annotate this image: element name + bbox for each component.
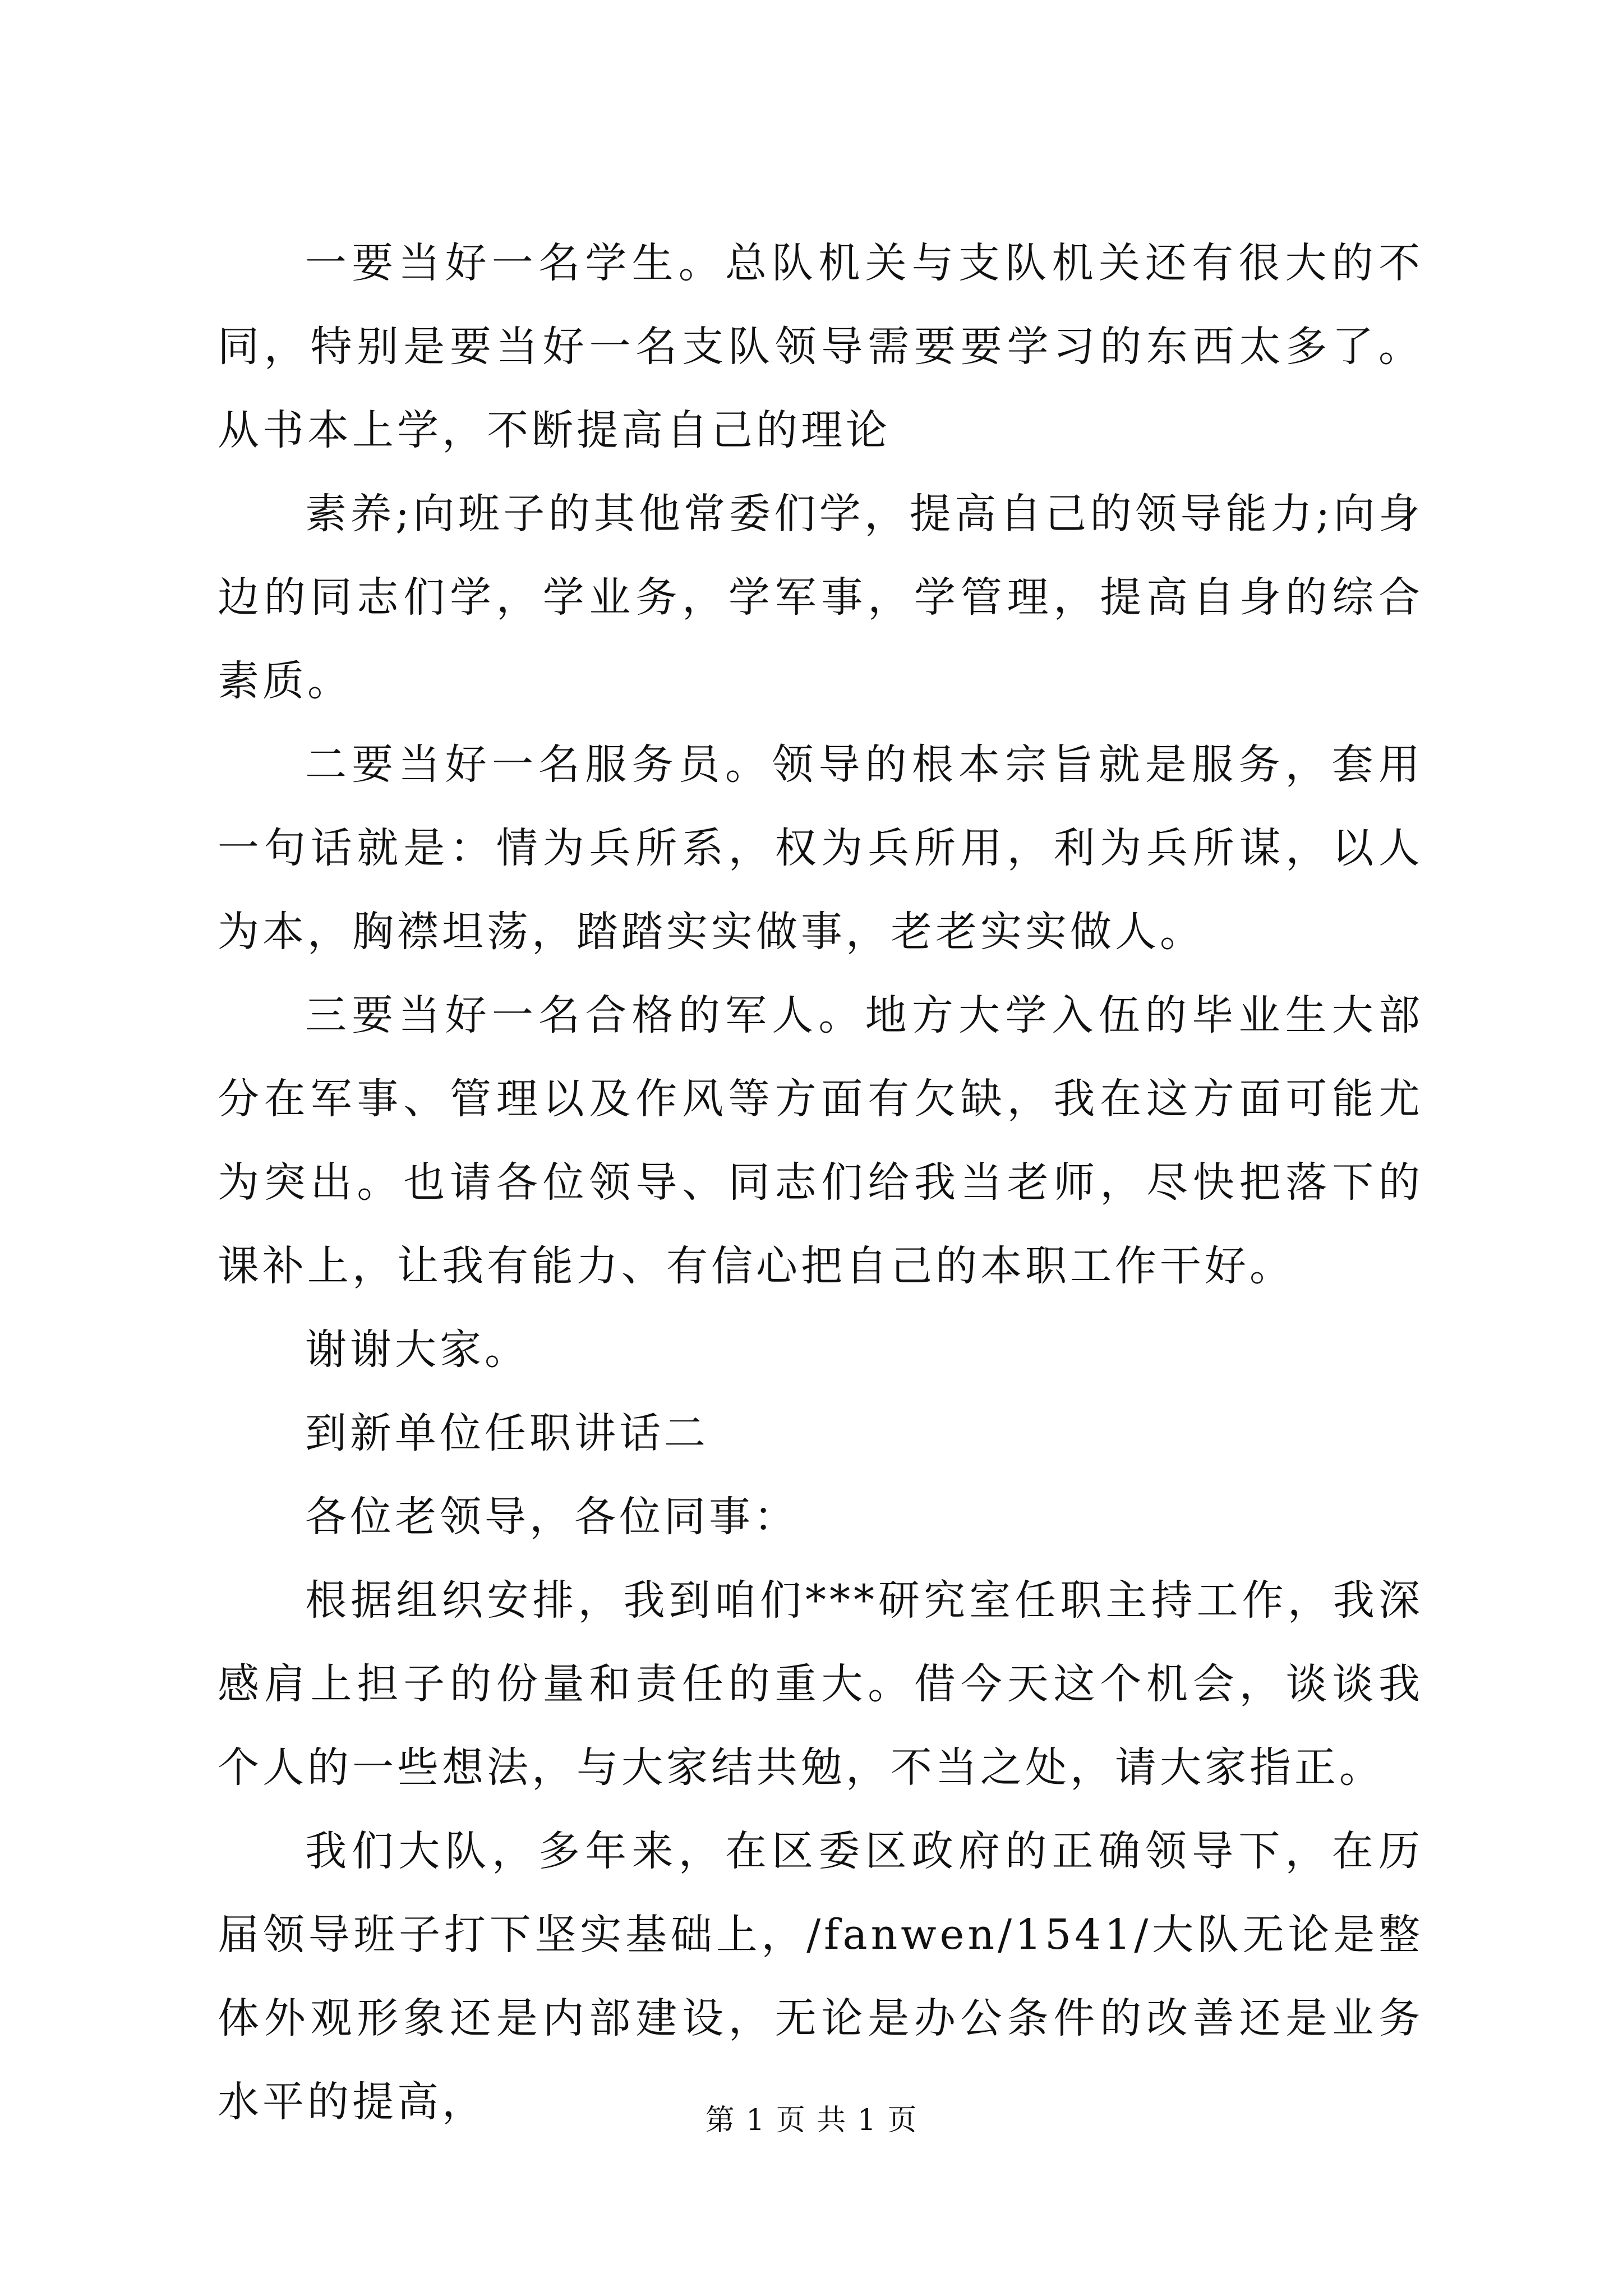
page-number-label: 第 1 页 共 1 页 <box>705 2104 918 2137</box>
paragraph-5: 谢谢大家。 <box>305 1326 529 1374</box>
paragraph-8: 根据组织安排，我到咱们***研究室任职主持工作，我深感肩上担子的份量和责任的重大。借今天这个机会，谈谈我个人的一些想法，与大家结共勉，不当之处，请大家指正。 <box>218 1576 1423 1792</box>
paragraph-3: 二要当好一名服务员。领导的根本宗旨就是服务，套用一句话就是：情为兵所系，权为兵所用，利为兵所谋，以人为本，胸襟坦荡，踏踏实实做事，老老实实做人。 <box>218 740 1423 956</box>
paragraph-2: 素养;向班子的其他常委们学，提高自己的领导能力;向身边的同志们学，学业务，学军事，学管理，提高自身的综合素质。 <box>218 490 1423 705</box>
salutation: 各位老领导，各位同事： <box>305 1493 799 1541</box>
paragraph-4: 三要当好一名合格的军人。地方大学入伍的毕业生大部分在军事、管理以及作风等方面有欠缺，我在这方面可能尤为突出。也请各位领导、同志们给我当老师，尽快把落下的课补上，让我有能力、有信心把自己的本职工作干好。 <box>218 991 1423 1290</box>
document-body <box>218 222 1423 2144</box>
paragraph-9: 我们大队，多年来，在区委区政府的正确领导下，在历届领导班子打下坚实基础上，/fanwen/1541/大队无论是整体外观形象还是内部建设，无论是办公条件的改善还是业务水平的提高， <box>218 1827 1423 2126</box>
page-footer <box>0 2101 1623 2140</box>
paragraph-1: 一要当好一名学生。总队机关与支队机关还有很大的不同，特别是要当好一名支队领导需要要学习的东西太多了。从书本上学，不断提高自己的理论 <box>218 239 1423 454</box>
section-heading: 到新单位任职讲话二 <box>305 1409 709 1457</box>
